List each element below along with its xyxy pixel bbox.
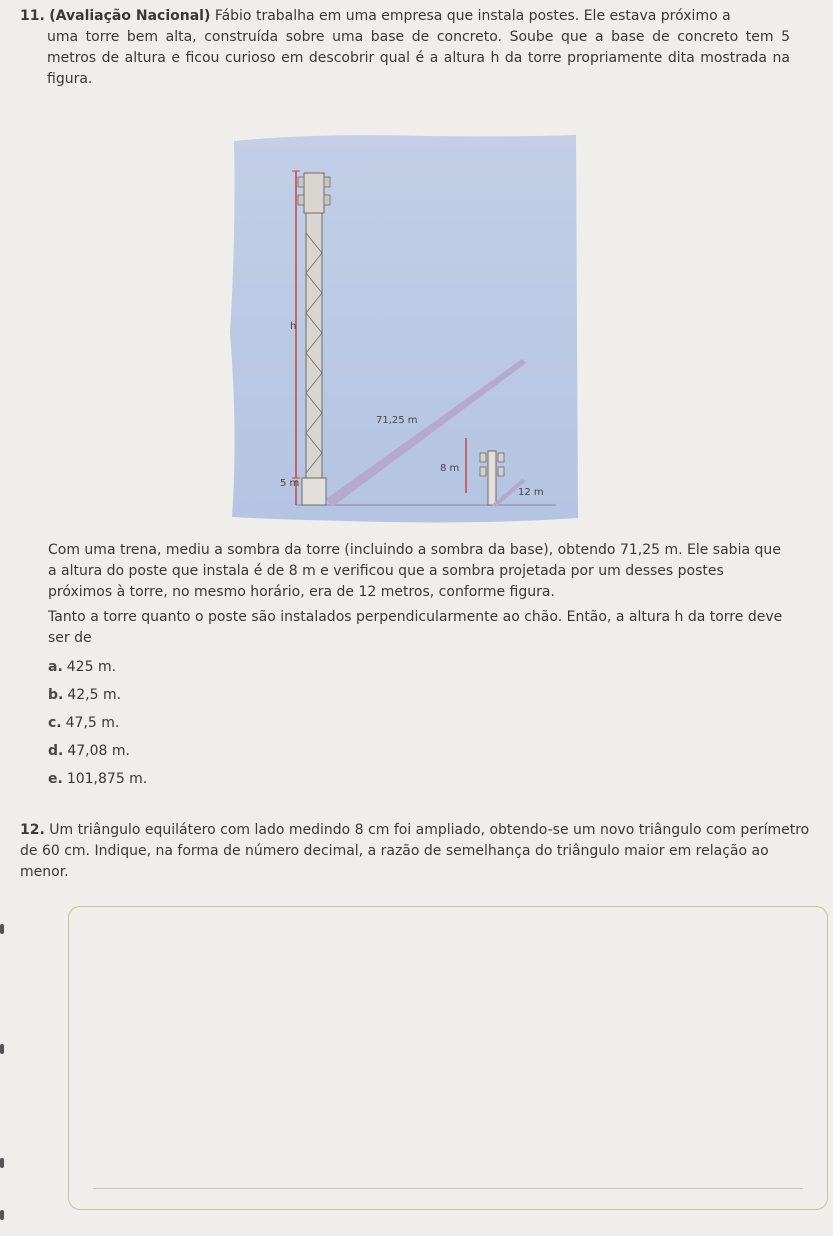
option-d[interactable]: d. 47,08 m.	[48, 743, 130, 759]
question-text: Um triângulo equilátero com lado medindo 8 cm foi ampliado, obtendo-se um novo triângulo com perímetro de 60 cm. Indique, na forma de número decimal, a razão de semelhança do triângulo maior em relação ao menor.	[20, 822, 810, 880]
question-number: 11.	[20, 8, 45, 24]
option-b[interactable]: b. 42,5 m.	[48, 687, 122, 703]
label-h: h	[290, 321, 297, 332]
binding-holes	[0, 880, 6, 1236]
concrete-base	[302, 478, 326, 505]
question-11	[20, 6, 790, 90]
label-pole-height: 8 m	[440, 463, 460, 474]
question-intro: uma torre bem alta, construída sobre uma base de concreto. Soube que a base de concreto tem 5 metros de altura e ficou curioso em descobrir qual é a altura h da torre propriamente dita mostrada na figura.	[47, 29, 790, 87]
option-e[interactable]: e. 101,875 m.	[48, 771, 148, 787]
question-number: 12.	[20, 822, 45, 838]
label-pole-shadow: 12 m	[518, 487, 544, 498]
question-11-body	[48, 540, 788, 793]
option-a[interactable]: a. 425 m.	[48, 659, 117, 675]
question-text-2: Tanto a torre quanto o poste são instalados perpendicularmente ao chão. Então, a altura h da torre deve ser de	[48, 609, 783, 646]
question-intro-first-line: Fábio trabalha em uma empresa que instala postes. Ele estava próximo a	[214, 8, 731, 24]
option-c[interactable]: c. 47,5 m.	[48, 715, 120, 731]
question-text-1: Com uma trena, mediu a sombra da torre (incluindo a sombra da base), obtendo 71,25 m. Ele sabia que a altura do poste que instala é de 8 m e verificou que a sombra projetada por um desses postes próximos à torre, no mesmo horário, era de 12 metros, conforme figura.	[48, 542, 781, 600]
answer-box[interactable]	[68, 906, 828, 1210]
sky-background	[230, 135, 578, 522]
question-source: (Avaliação Nacional)	[49, 8, 211, 24]
question-12	[20, 820, 820, 883]
tower-shadow-figure	[226, 133, 582, 523]
answer-line	[93, 1188, 803, 1189]
answer-options	[48, 653, 788, 793]
figure-svg	[226, 133, 582, 523]
label-shadow-length: 71,25 m	[376, 415, 418, 426]
label-base-height: 5 m	[280, 478, 300, 489]
